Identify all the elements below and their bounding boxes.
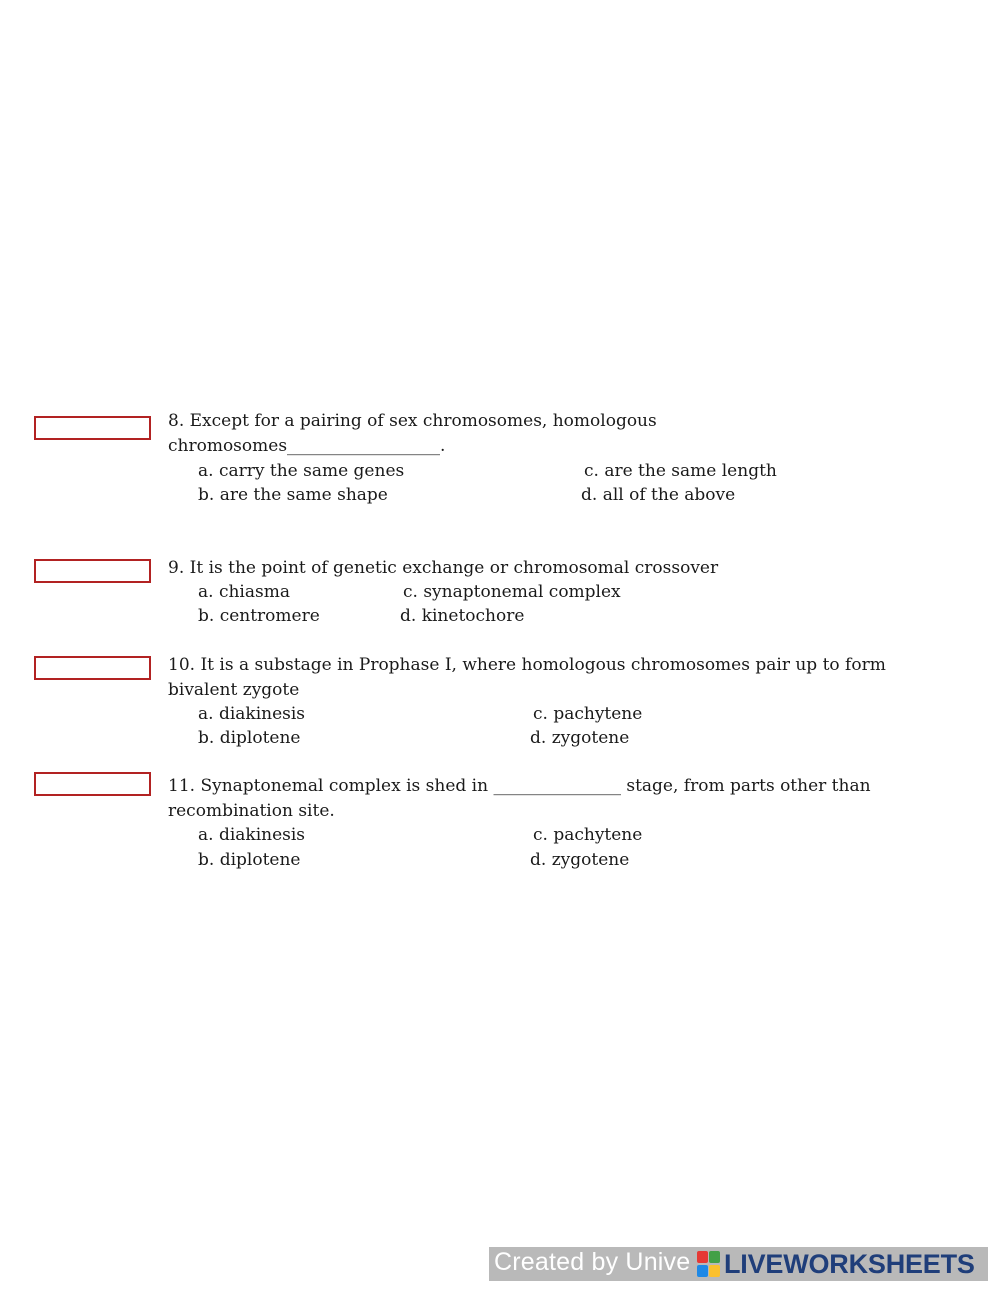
q9-option-b: b. centromere <box>198 606 320 626</box>
q10-option-a: a. diakinesis <box>198 704 306 724</box>
q11-option-d: d. zygotene <box>530 850 630 870</box>
answer-input-q11[interactable] <box>34 772 151 796</box>
q11-option-b: b. diplotene <box>198 850 301 870</box>
question-11-line-2: recombination site. <box>168 800 335 821</box>
q9-option-d: d. kinetochore <box>400 606 525 626</box>
q11-option-c: c. pachytene <box>533 825 643 845</box>
q8-option-a: a. carry the same genes <box>198 461 405 481</box>
question-11-line-1: 11. Synaptonemal complex is shed in _______________ stage, from parts other than <box>168 776 871 796</box>
q10-option-c: c. pachytene <box>533 704 643 724</box>
answer-input-q8[interactable] <box>34 416 151 440</box>
answer-input-q9[interactable] <box>34 559 151 583</box>
q8-option-d: d. all of the above <box>581 485 736 505</box>
q10-option-d: d. zygotene <box>530 728 630 748</box>
question-10-text <box>168 653 886 702</box>
q9-option-c: c. synaptonemal complex <box>403 582 621 602</box>
question-9-line-1: 9. It is the point of genetic exchange or chromosomal crossover <box>168 558 719 578</box>
question-10-line-1: 10. It is a substage in Prophase I, where homologous chromosomes pair up to form <box>168 655 886 675</box>
q11-option-a: a. diakinesis <box>198 825 306 845</box>
q8-option-b: b. are the same shape <box>198 485 388 505</box>
question-10-line-2: bivalent zygote <box>168 679 300 700</box>
question-9-text <box>168 556 718 581</box>
q10-option-b: b. diplotene <box>198 728 301 748</box>
question-11-text <box>168 774 871 823</box>
question-8-line-1: 8. Except for a pairing of sex chromosomes, homologous <box>168 411 657 431</box>
question-8-line-2: chromosomes__________________. <box>168 435 446 456</box>
q9-option-a: a. chiasma <box>198 582 290 602</box>
footer-created-by: Created by Unive <box>494 1248 691 1276</box>
question-8-text <box>168 409 657 458</box>
liveworksheets-logo-icon <box>697 1251 721 1278</box>
q8-option-c: c. are the same length <box>584 461 777 481</box>
footer-brand-name[interactable]: LIVEWORKSHEETS <box>724 1249 975 1279</box>
answer-input-q10[interactable] <box>34 656 151 680</box>
